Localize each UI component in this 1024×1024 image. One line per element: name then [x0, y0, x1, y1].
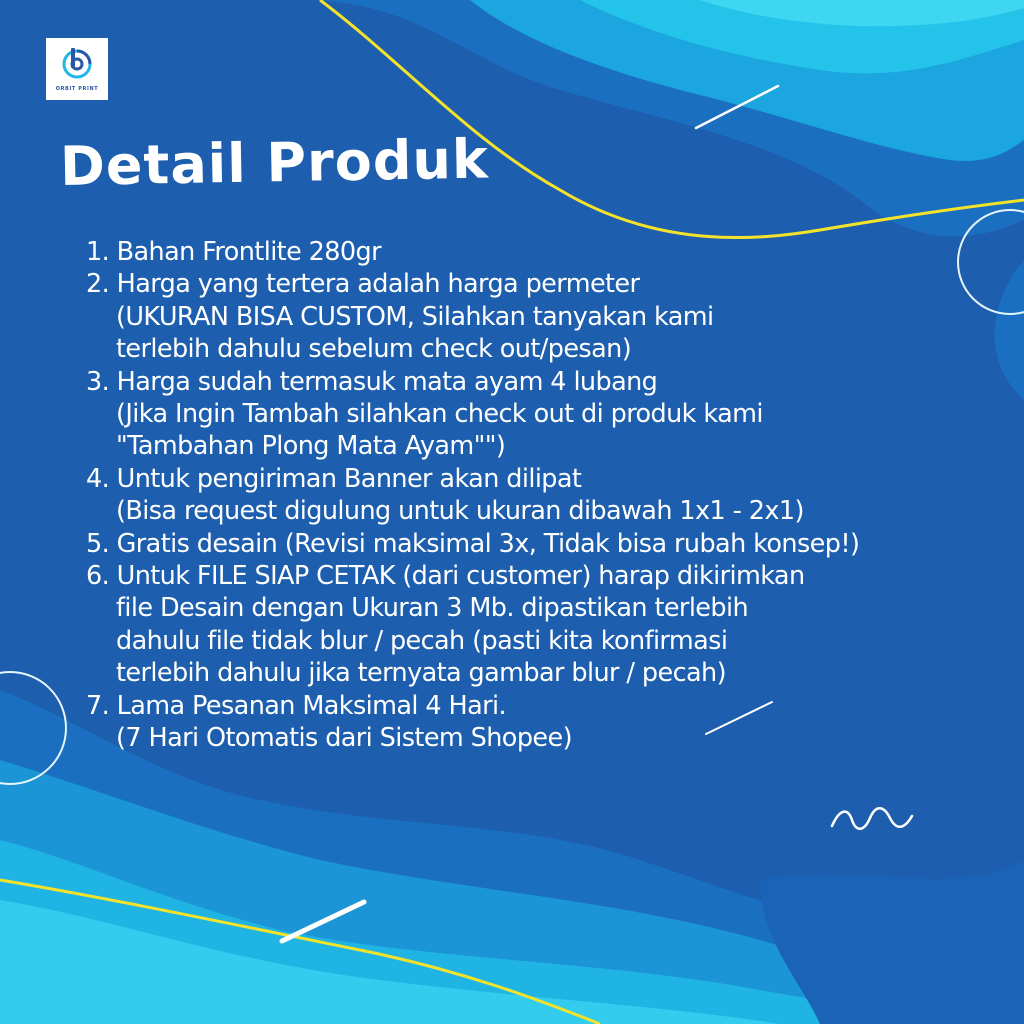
detail-line: 4. Untuk pengiriman Banner akan dilipat: [86, 463, 582, 494]
detail-item-1: [86, 236, 859, 268]
detail-line: 3. Harga sudah termasuk mata ayam 4 lubang: [86, 366, 658, 397]
orbit-logo-icon: [61, 44, 93, 82]
detail-item-4: [86, 463, 859, 528]
brand-logo: [46, 38, 108, 100]
detail-item-3: [86, 366, 859, 463]
detail-line: terlebih dahulu jika ternyata gambar blur / pecah): [86, 658, 726, 689]
detail-line: (Jika Ingin Tambah silahkan check out di produk kami: [86, 399, 763, 430]
detail-item-5: [86, 528, 859, 560]
detail-list: [86, 236, 859, 755]
detail-line: 1. Bahan Frontlite 280gr: [86, 237, 382, 267]
detail-item-2: [86, 268, 859, 365]
detail-line: 7. Lama Pesanan Maksimal 4 Hari.: [86, 690, 506, 721]
detail-line: terlebih dahulu sebelum check out/pesan): [86, 334, 632, 365]
detail-line: 5. Gratis desain (Revisi maksimal 3x, Tidak bisa rubah konsep!): [86, 528, 860, 559]
detail-line: (Bisa request digulung untuk ukuran dibawah 1x1 - 2x1): [86, 496, 804, 527]
detail-line: dahulu file tidak blur / pecah (pasti kita konfirmasi: [86, 625, 728, 656]
page-title: Detail Produk: [59, 127, 490, 198]
detail-line: (UKURAN BISA CUSTOM, Silahkan tanyakan kami: [86, 301, 714, 332]
detail-line: 6. Untuk FILE SIAP CETAK (dari customer) harap dikirimkan: [86, 561, 805, 592]
detail-item-7: [86, 690, 859, 755]
detail-line: file Desain dengan Ukuran 3 Mb. dipastikan terlebih: [86, 593, 749, 624]
detail-line: 2. Harga yang tertera adalah harga permeter: [86, 269, 640, 300]
detail-line: (7 Hari Otomatis dari Sistem Shopee): [86, 723, 572, 754]
brand-name: ORBIT PRINT: [55, 86, 99, 92]
detail-line: "Tambahan Plong Mata Ayam""): [86, 431, 506, 462]
detail-item-6: [86, 560, 859, 690]
